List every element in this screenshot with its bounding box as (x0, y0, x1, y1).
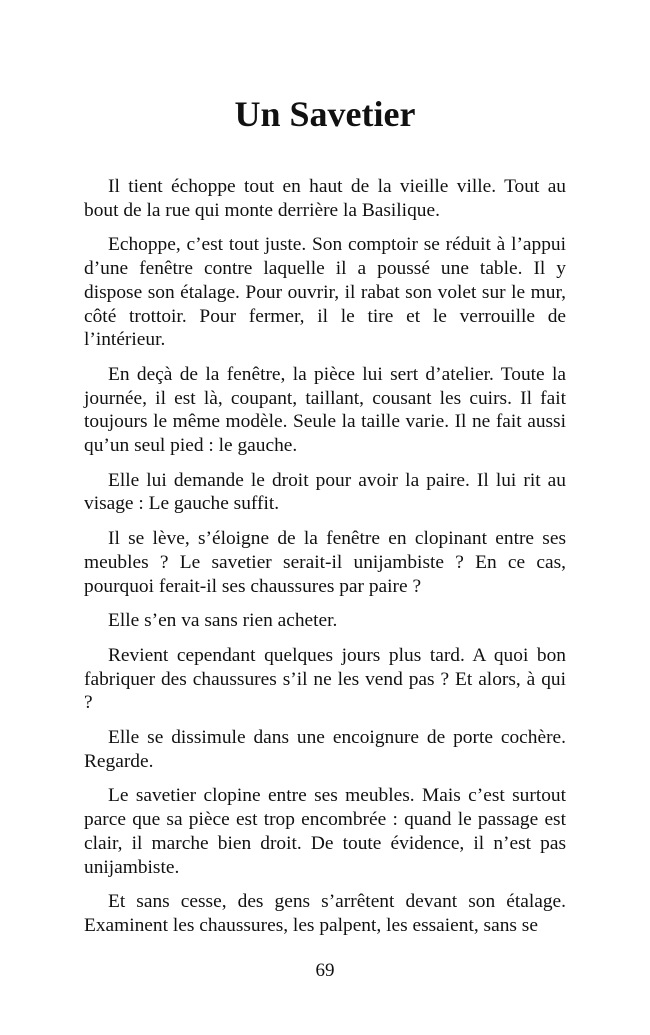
paragraph: Elle lui demande le droit pour avoir la paire. Il lui rit au visage : Le gauche suffit. (84, 469, 566, 515)
chapter-title: Un Savetier (234, 94, 416, 134)
paragraph: Echoppe, c’est tout juste. Son comptoir se réduit à l’appui d’une fenêtre contre laquelle il a poussé une table. Il y dispose son étalage. Pour ouvrir, il rabat son volet sur le mur, côté trottoir. Pour fermer, il le tire et le verrouille de l’intérieur. (84, 234, 566, 351)
paragraph: En deçà de la fenêtre, la pièce lui sert d’atelier. Toute la journée, il est là, coupant, taillant, cousant les cuirs. Il fait toujours le même modèle. Seule la taille varie. Il ne fait aussi qu’un seul pied : le gauche. (84, 363, 566, 457)
paragraph: Il se lève, s’éloigne de la fenêtre en clopinant entre ses meubles ? Le savetier serait-il unijambiste ? En ce cas, pourquoi ferait-il ses chaussures par paire ? (84, 528, 566, 597)
paragraph: Revient cependant quelques jours plus tard. A quoi bon fabriquer des chaussures s’il ne les vend pas ? Et alors, à qui ? (84, 644, 566, 714)
paragraph: Le savetier clopine entre ses meubles. Mais c’est surtout parce que sa pièce est trop encombrée : quand le passage est clair, il marche bien droit. De toute évidence, il n’est pas unijambiste. (84, 785, 566, 878)
paragraph: Elle se dissimule dans une encoignure de porte cochère. Regarde. (84, 727, 566, 772)
paragraph: Elle s’en va sans rien acheter. (108, 610, 338, 632)
paragraph: Il tient échoppe tout en haut de la vieille ville. Tout au bout de la rue qui monte derrière la Basilique. (84, 176, 566, 221)
body-text (84, 175, 566, 949)
paragraph: Et sans cesse, des gens s’arrêtent devant son étalage. Examinent les chaussures, les palpent, les essaient, sans se (84, 891, 566, 936)
page-number: 69 (315, 960, 335, 981)
